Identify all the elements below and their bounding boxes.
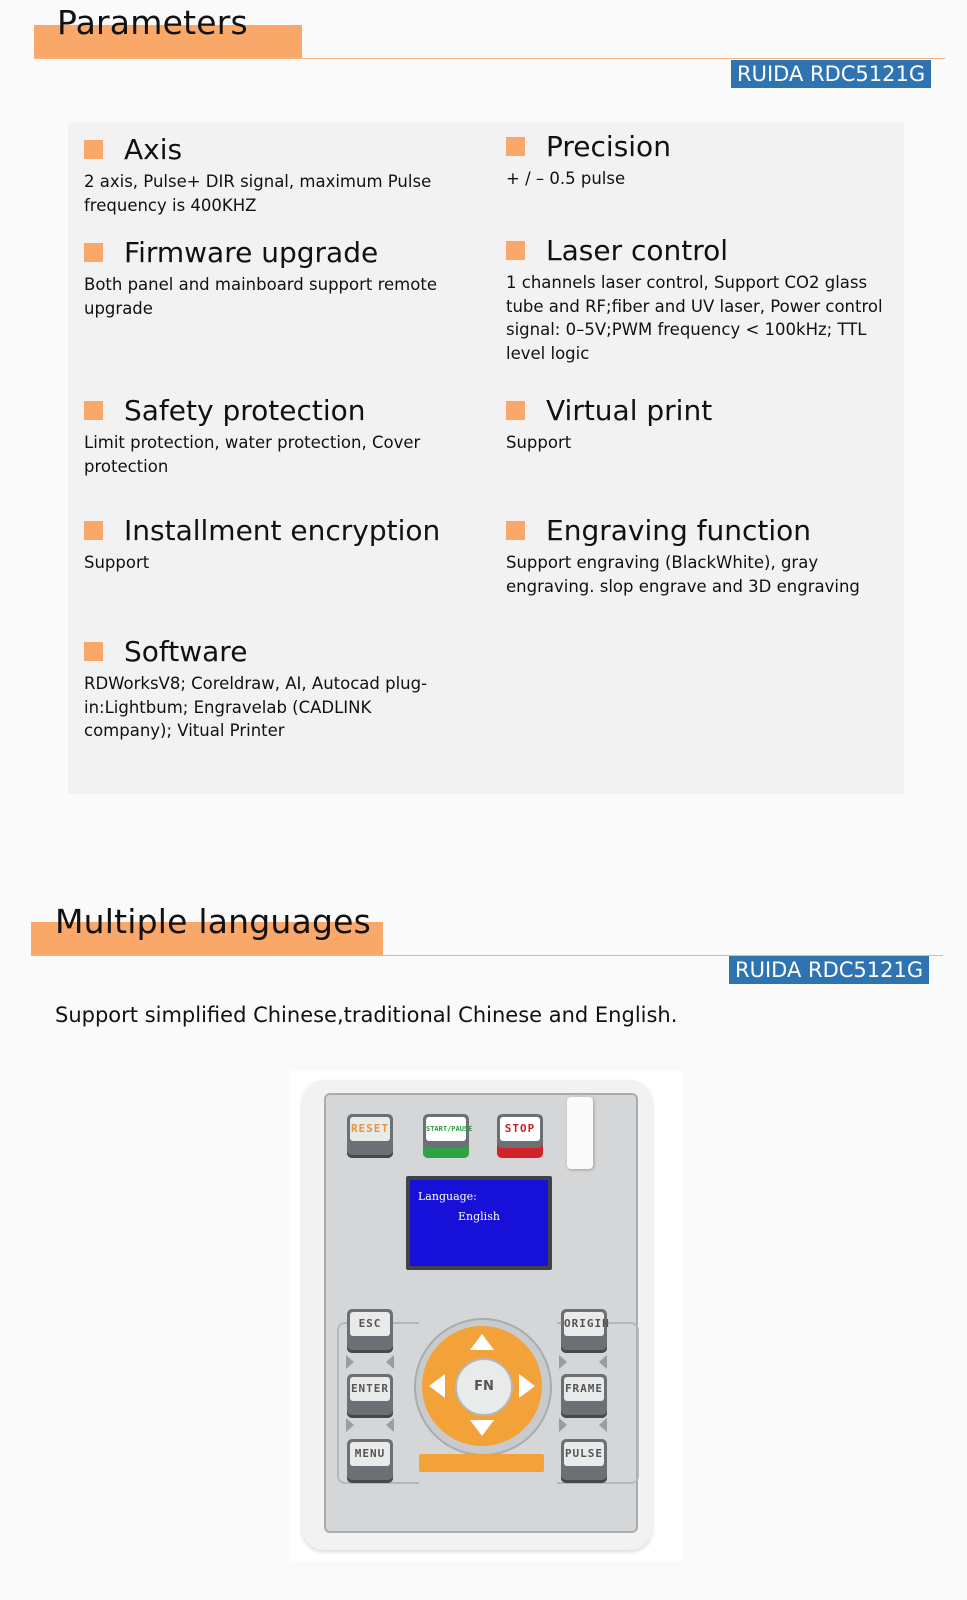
feature-safety-protection	[84, 393, 464, 478]
section-title-parameters: Parameters	[57, 3, 248, 42]
origin-key: ORIGIN	[561, 1309, 607, 1353]
feature-desc: Both panel and mainboard support remote upgrade	[84, 275, 437, 318]
arrow-left-icon	[599, 1418, 607, 1432]
feature-axis	[84, 132, 464, 217]
section-title-languages: Multiple languages	[55, 902, 372, 941]
model-badge: RUIDA RDC5121G	[731, 60, 931, 88]
enter-key: ENTER	[347, 1374, 393, 1418]
arrow-right-icon	[559, 1355, 567, 1369]
feature-desc: RDWorksV8; Coreldraw, AI, Autocad plug-in:Lightbum; Engravelab (CADLINK company); Vitual Printer	[84, 674, 428, 740]
feature-software	[84, 634, 464, 743]
feature-desc: Support	[84, 553, 150, 572]
feature-title: Virtual print	[546, 393, 713, 427]
dpad-up-icon	[470, 1334, 494, 1350]
dpad-left-icon	[429, 1374, 445, 1398]
feature-title: Laser control	[546, 233, 729, 267]
feature-title: Safety protection	[124, 393, 366, 427]
feature-title: Software	[124, 634, 248, 668]
stop-key: STOP	[497, 1114, 543, 1158]
arrow-left-icon	[599, 1355, 607, 1369]
usb-port	[567, 1097, 593, 1169]
arrow-right-icon	[346, 1355, 354, 1369]
feature-virtual-print	[506, 393, 886, 455]
bullet-square-icon	[84, 642, 103, 661]
feature-desc: + / – 0.5 pulse	[506, 169, 626, 188]
pulse-key: PULSE	[561, 1439, 607, 1483]
bullet-square-icon	[84, 521, 103, 540]
feature-desc: 1 channels laser control, Support CO2 glass tube and RF;fiber and UV laser, Power control signal: 0–5V;PWM frequency < 100kHz; TTL level logic	[506, 273, 883, 363]
bullet-square-icon	[84, 243, 103, 262]
lcd-screen	[410, 1180, 548, 1266]
esc-key: ESC	[347, 1309, 393, 1353]
arrow-right-icon	[346, 1418, 354, 1432]
feature-desc: Support engraving (BlackWhite), gray engraving. slop engrave and 3D engraving	[506, 553, 860, 596]
bullet-square-icon	[506, 401, 525, 420]
bullet-square-icon	[506, 521, 525, 540]
arrow-right-icon	[559, 1418, 567, 1432]
indicator-strip	[419, 1454, 544, 1472]
lcd-line-1: Language:	[418, 1190, 477, 1203]
start-pause-key: START/PAUSE	[423, 1114, 469, 1158]
feature-title: Precision	[546, 129, 671, 163]
reset-key: RESET	[347, 1114, 393, 1158]
feature-title: Axis	[124, 132, 183, 166]
bullet-square-icon	[84, 140, 103, 159]
feature-firmware-upgrade	[84, 235, 464, 320]
bullet-square-icon	[506, 137, 525, 156]
dpad-down-icon	[470, 1420, 494, 1436]
arrow-left-icon	[386, 1355, 394, 1369]
menu-key: MENU	[347, 1439, 393, 1483]
dpad-right-icon	[519, 1374, 535, 1398]
section-divider	[34, 58, 945, 59]
bullet-square-icon	[506, 241, 525, 260]
arrow-left-icon	[386, 1418, 394, 1432]
lcd-line-2: English	[458, 1210, 500, 1223]
feature-title: Engraving function	[546, 513, 812, 547]
bullet-square-icon	[84, 401, 103, 420]
feature-engraving-function	[506, 513, 901, 598]
feature-desc: 2 axis, Pulse+ DIR signal, maximum Pulse frequency is 400KHZ	[84, 172, 432, 215]
feature-title: Installment encryption	[124, 513, 441, 547]
feature-laser-control	[506, 233, 886, 365]
model-badge: RUIDA RDC5121G	[729, 956, 929, 984]
feature-title: Firmware upgrade	[124, 235, 379, 269]
feature-installment-encryption	[84, 513, 464, 575]
feature-desc: Limit protection, water protection, Cover protection	[84, 433, 421, 476]
feature-precision	[506, 129, 886, 191]
frame-key: FRAME	[561, 1374, 607, 1418]
fn-key: FN	[455, 1358, 513, 1416]
feature-desc: Support	[506, 433, 572, 452]
languages-intro: Support simplified Chinese,traditional Chinese and English.	[55, 1003, 678, 1027]
